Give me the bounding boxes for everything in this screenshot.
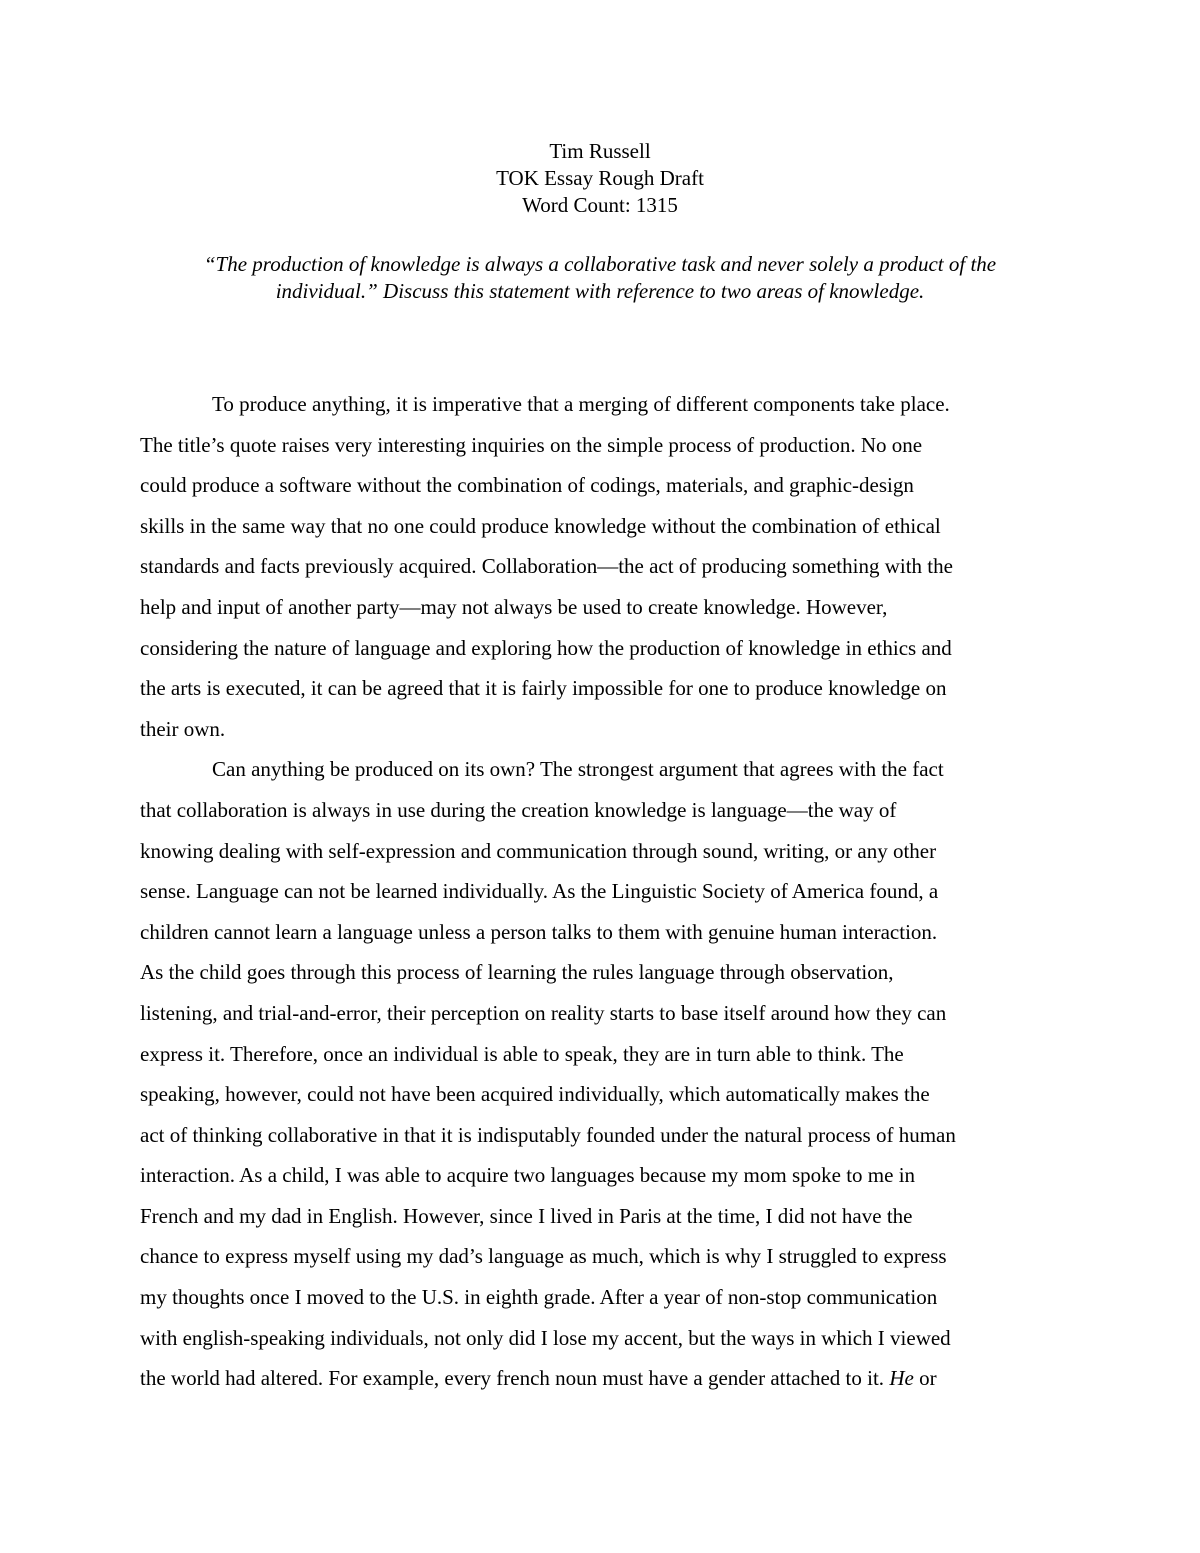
body-line: listening, and trial-and-error, their perception on reality starts to base itself around how they can: [140, 1000, 947, 1025]
essay-prompt: [120, 251, 1080, 305]
body-line: To produce anything, it is imperative that a merging of different components take place.: [212, 392, 950, 416]
essay-body: [140, 384, 1070, 1399]
body-line: that collaboration is always in use during the creation knowledge is language—the way of: [140, 797, 897, 822]
word-count: Word Count: 1315: [522, 193, 678, 217]
body-line: act of thinking collaborative in that it is indisputably founded under the natural process of human: [140, 1122, 956, 1147]
body-line: interaction. As a child, I was able to acquire two languages because my mom spoke to me in: [140, 1163, 916, 1188]
document-title: TOK Essay Rough Draft: [496, 166, 704, 190]
body-line: chance to express myself using my dad’s language as much, which is why I struggled to express: [140, 1244, 947, 1269]
body-line: Can anything be produced on its own? The strongest argument that agrees with the fact: [212, 757, 944, 782]
body-line: French and my dad in English. However, since I lived in Paris at the time, I did not have the: [140, 1203, 913, 1228]
body-line: with english-speaking individuals, not only did I lose my accent, but the ways in which I viewed: [140, 1325, 951, 1350]
body-line: sense. Language can not be learned individually. As the Linguistic Society of America found, a: [140, 879, 939, 904]
document-header: [0, 138, 1200, 219]
body-line: considering the nature of language and exploring how the production of knowledge in ethics and: [140, 635, 952, 660]
body-line: their own.: [140, 716, 226, 741]
body-line: The title’s quote raises very interesting inquiries on the simple process of production. No one: [140, 432, 923, 457]
body-line-text: the world had altered. For example, every french noun must have a gender attached to it.: [140, 1366, 885, 1391]
body-line: knowing dealing with self-expression and communication through sound, writing, or any other: [140, 838, 937, 863]
body-line: skills in the same way that no one could produce knowledge without the combination of ethical: [140, 513, 941, 538]
prompt-line: “The production of knowledge is always a collaborative task and never solely a product of the: [203, 252, 997, 276]
body-line-last: [140, 1358, 1070, 1399]
body-line-tail: or: [919, 1366, 937, 1391]
body-line: could produce a software without the combination of codings, materials, and graphic-design: [140, 473, 914, 498]
body-line: children cannot learn a language unless a person talks to them with genuine human interaction.: [140, 919, 938, 944]
body-line: As the child goes through this process of learning the rules language through observation,: [140, 960, 894, 985]
italic-word: He: [889, 1366, 914, 1391]
body-line: standards and facts previously acquired. Collaboration—the act of producing something with the: [140, 554, 953, 579]
body-line: express it. Therefore, once an individual is able to speak, they are in turn able to think. The: [140, 1041, 904, 1066]
body-line: help and input of another party—may not always be used to create knowledge. However,: [140, 594, 888, 619]
prompt-line: individual.” Discuss this statement with reference to two areas of knowledge.: [275, 279, 925, 303]
body-line: speaking, however, could not have been acquired individually, which automatically makes the: [140, 1082, 930, 1107]
author-name: Tim Russell: [549, 139, 651, 163]
body-line: my thoughts once I moved to the U.S. in eighth grade. After a year of non-stop communication: [140, 1285, 938, 1310]
body-line: the arts is executed, it can be agreed that it is fairly impossible for one to produce knowledge on: [140, 676, 947, 701]
